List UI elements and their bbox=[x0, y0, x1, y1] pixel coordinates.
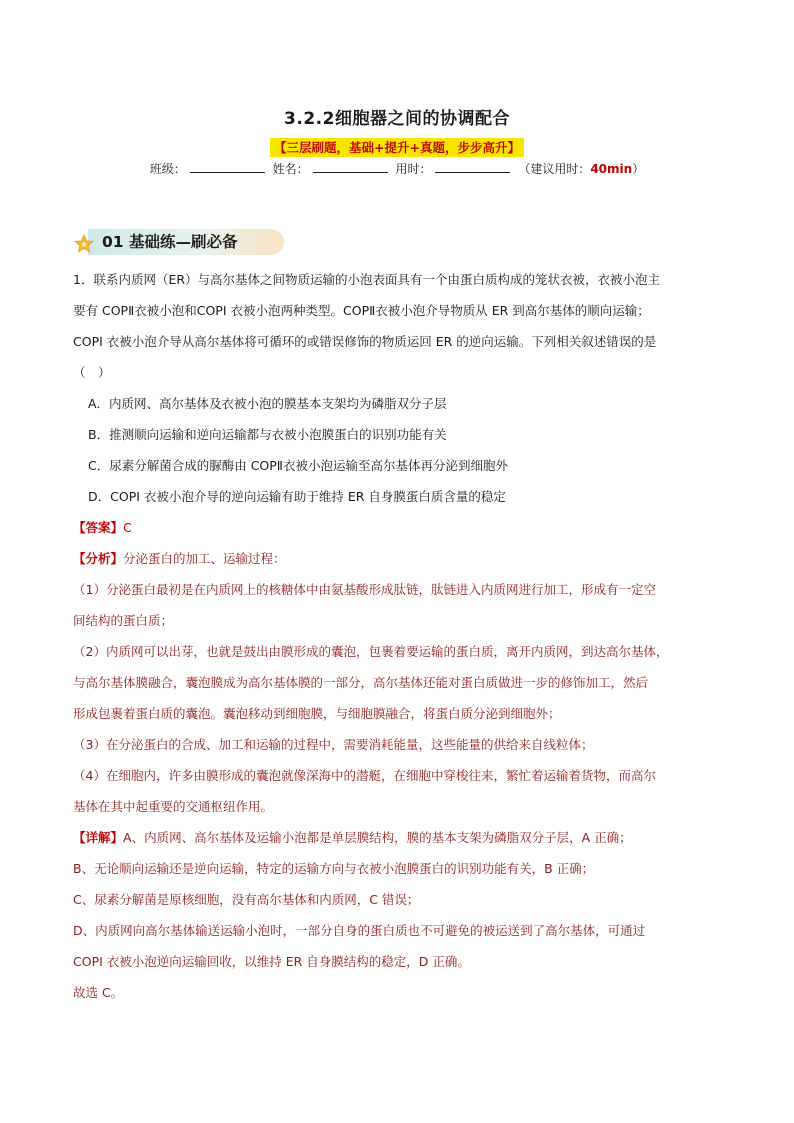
analysis-intro: 分泌蛋白的加工、运输过程： bbox=[123, 551, 286, 566]
analysis-line: 基体在其中起重要的交通枢纽作用。 bbox=[73, 799, 274, 814]
question-stem-line: 1．联系内质网（ER）与高尔基体之间物质运输的小泡表面具有一个由蛋白质构成的笼状衣被，衣被小泡主 bbox=[73, 272, 661, 287]
student-info-line bbox=[0, 160, 794, 178]
analysis-line: （1）分泌蛋白最初是在内质网上的核糖体中由氨基酸形成肽链，肽链进入内质网进行加工，形成有一定空 bbox=[73, 582, 656, 597]
detail-line: 故选 C。 bbox=[73, 985, 124, 1000]
detail-line: D、内质网向高尔基体输送运输小泡时，一部分自身的蛋白质也不可避免的被运送到了高尔基体，可通过 bbox=[73, 923, 646, 938]
answer-line bbox=[73, 512, 723, 543]
detail-line: A、内质网、高尔基体及运输小泡都是单层膜结构，膜的基本支架为磷脂双分子层，A 正确； bbox=[123, 830, 632, 845]
question-1 bbox=[73, 264, 723, 1008]
time-used-label: 用时： bbox=[395, 162, 432, 176]
suggest-suffix: ） bbox=[632, 162, 645, 176]
page-title: 3.2.2细胞器之间的协调配合 bbox=[284, 109, 510, 129]
detail-heading bbox=[73, 822, 723, 853]
option-c: C．尿素分解菌合成的脲酶由 COPⅡ衣被小泡运输至高尔基体再分泌到细胞外 bbox=[88, 458, 508, 473]
section-title: 01 基础练—刷必备 bbox=[102, 233, 238, 251]
analysis-line: （4）在细胞内，许多由膜形成的囊泡就像深海中的潜艇，在细胞中穿梭往来，繁忙着运输着货物，而高尔 bbox=[73, 768, 656, 783]
detail-label: 【详解】 bbox=[73, 830, 124, 845]
answer-parentheses: （ ） bbox=[73, 365, 111, 380]
subtitle-highlight: 【三层刷题，基础+提升+真题，步步高升】 bbox=[270, 138, 524, 157]
time-used-blank bbox=[435, 160, 510, 173]
class-blank bbox=[190, 160, 265, 173]
class-label: 班级： bbox=[149, 162, 186, 176]
detail-line: C、尿素分解菌是原核细胞，没有高尔基体和内质网，C 错误； bbox=[73, 892, 420, 907]
analysis-line: 与高尔基体膜融合，囊泡膜成为高尔基体膜的一部分，高尔基体还能对蛋白质做进一步的修饰加工，然后 bbox=[73, 675, 649, 690]
star-icon bbox=[74, 234, 94, 254]
question-stem-line: COPI 衣被小泡介导从高尔基体将可循环的或错误修饰的物质运回 ER 的逆向运输。下列相关叙述错误的是 bbox=[73, 334, 657, 349]
subtitle-wrap bbox=[0, 137, 794, 157]
answer-label: 【答案】 bbox=[73, 520, 124, 535]
analysis-line: 形成包裹着蛋白质的囊泡。囊泡移动到细胞膜，与细胞膜融合，将蛋白质分泌到细胞外； bbox=[73, 706, 561, 721]
answer-value: C bbox=[123, 520, 132, 535]
section-banner bbox=[74, 226, 286, 258]
analysis-line: （2）内质网可以出芽，也就是鼓出由膜形成的囊泡，包裹着要运输的蛋白质，离开内质网，到达高尔基体， bbox=[73, 644, 669, 659]
option-d: D．COPI 衣被小泡介导的逆向运输有助于维持 ER 自身膜蛋白质含量的稳定 bbox=[88, 489, 506, 504]
option-a: A．内质网、高尔基体及衣被小泡的膜基本支架均为磷脂双分子层 bbox=[88, 396, 447, 411]
analysis-label: 【分析】 bbox=[73, 551, 124, 566]
option-b: B．推测顺向运输和逆向运输都与衣被小泡膜蛋白的识别功能有关 bbox=[88, 427, 447, 442]
detail-line: B、无论顺向运输还是逆向运输，特定的运输方向与衣被小泡膜蛋白的识别功能有关，B 正确； bbox=[73, 861, 595, 876]
analysis-line: （3）在分泌蛋白的合成、加工和运输的过程中，需要消耗能量，这些能量的供给来自线粒体； bbox=[73, 737, 594, 752]
analysis-heading bbox=[73, 543, 723, 574]
name-blank bbox=[313, 160, 388, 173]
analysis-line: 间结构的蛋白质； bbox=[73, 613, 174, 628]
name-label: 姓名： bbox=[272, 162, 309, 176]
suggest-prefix: （建议用时： bbox=[518, 162, 591, 176]
detail-line: COPI 衣被小泡逆向运输回收，以维持 ER 自身膜结构的稳定，D 正确。 bbox=[73, 954, 470, 969]
question-stem-line: 要有 COPⅡ衣被小泡和COPI 衣被小泡两种类型。COPⅡ衣被小泡介导物质从 ER 到高尔基体的顺向运输； bbox=[73, 303, 650, 318]
suggest-time-value: 40min bbox=[590, 162, 633, 176]
